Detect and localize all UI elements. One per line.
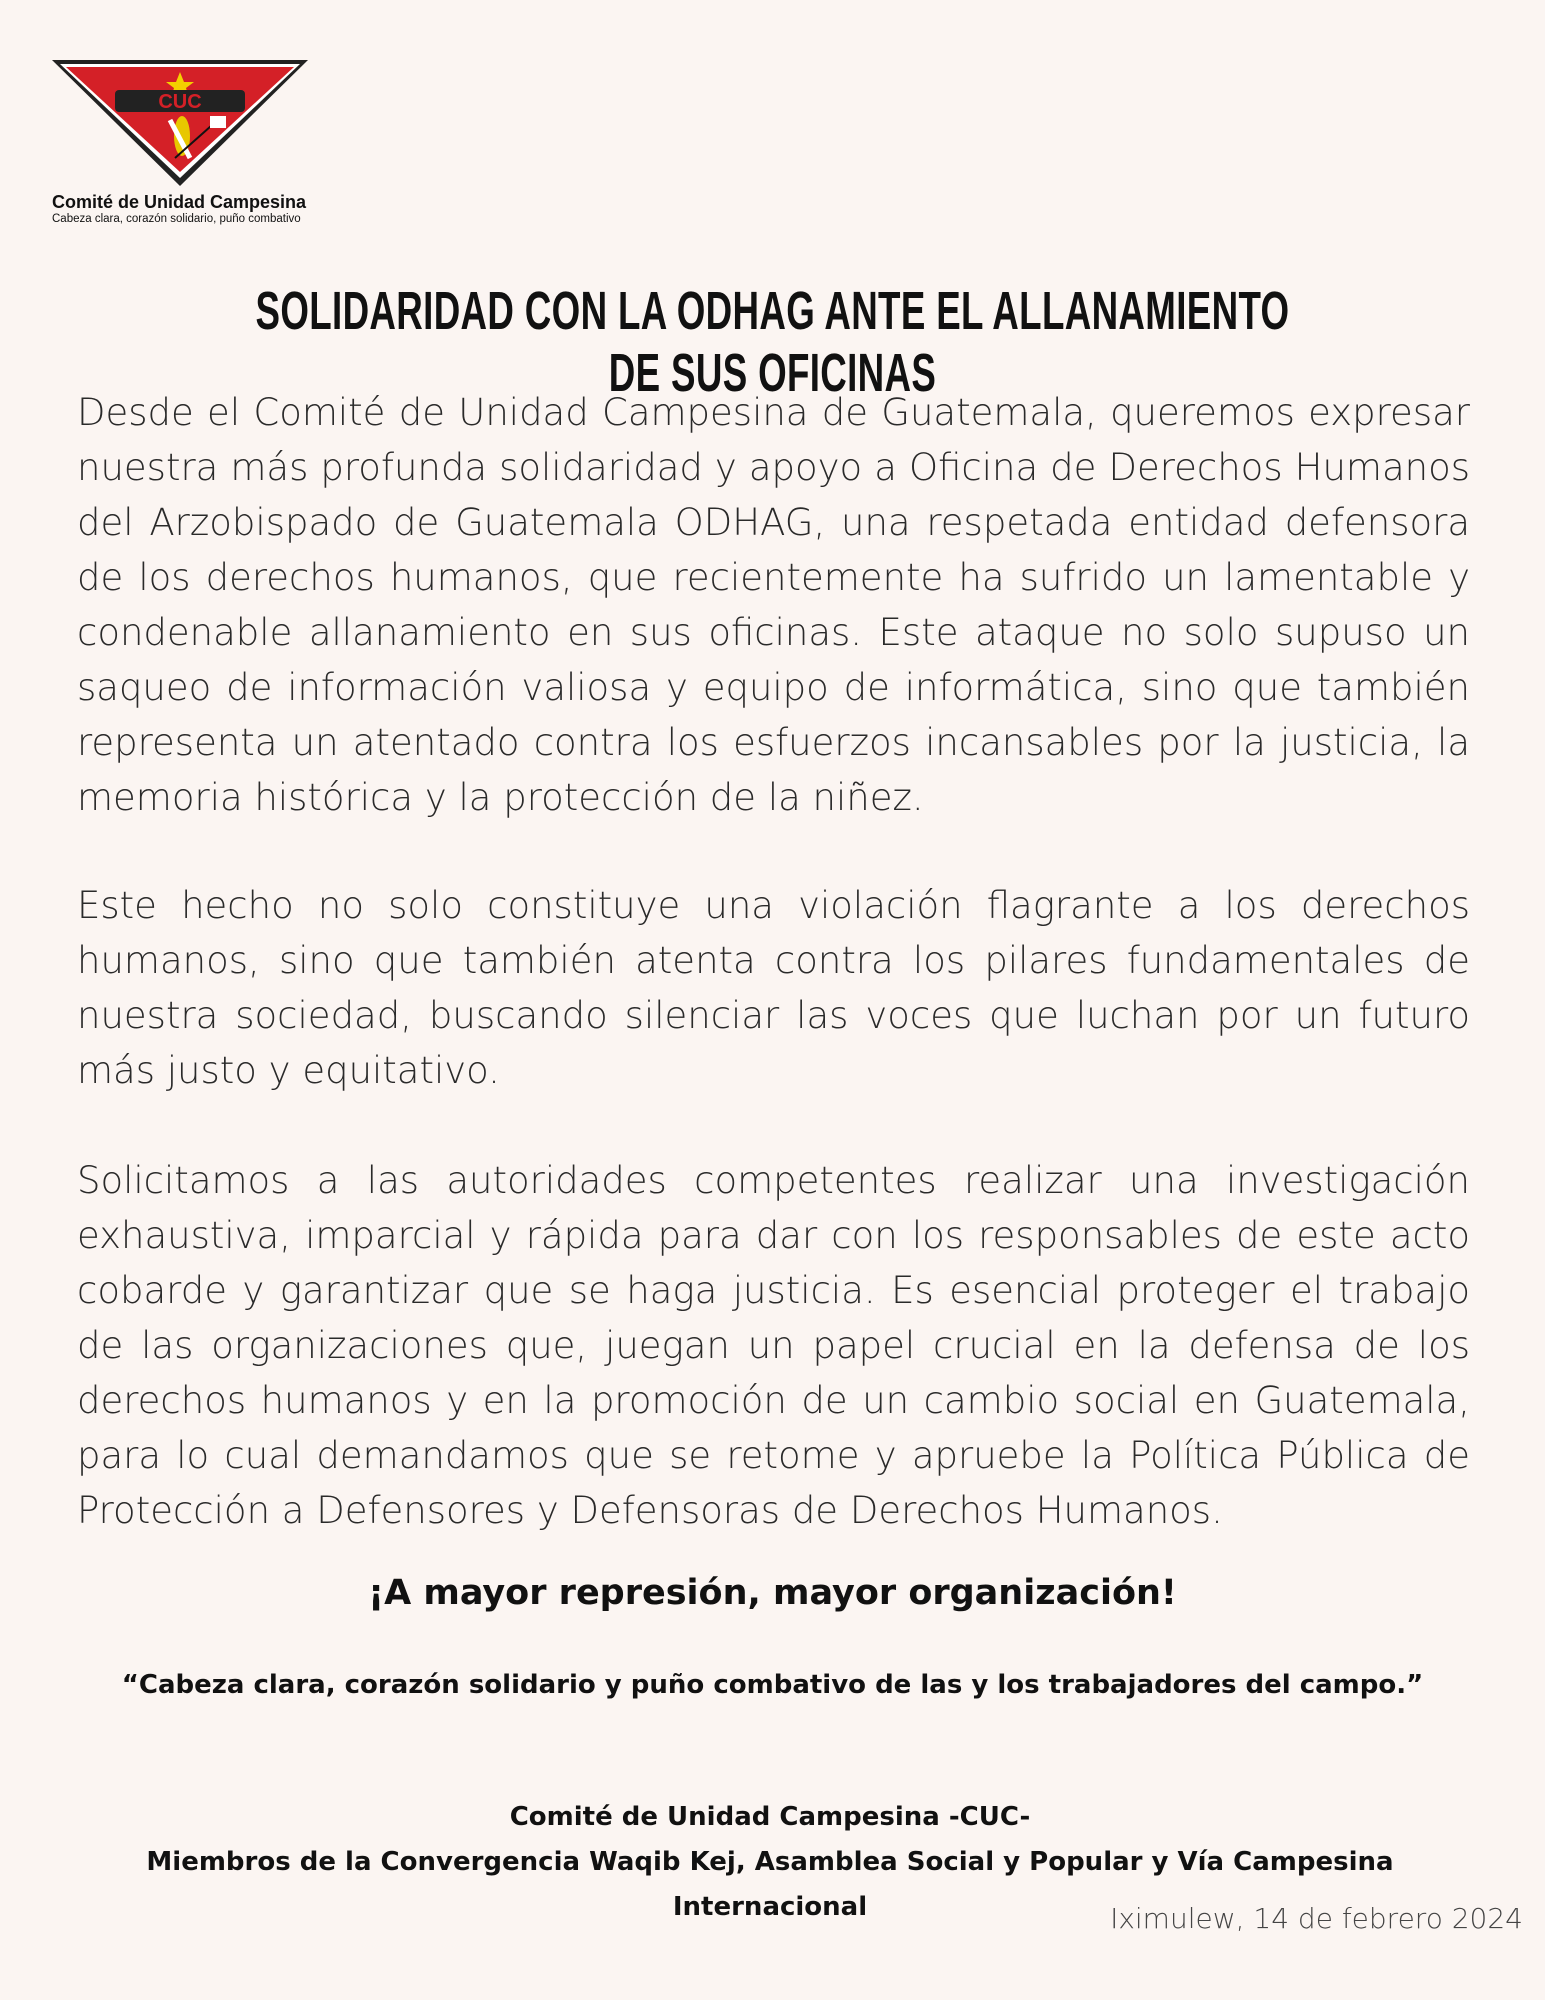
quote: “Cabeza clara, corazón solidario y puño combativo de las y los trabajadores del campo.” [121,1670,1424,1700]
svg-text:CUC: CUC [158,91,202,113]
signature-members: Miembros de la Convergencia Waqib Kej, Asamblea Social y Popular y Vía Campesina Internacional [146,1847,1394,1922]
cuc-emblem-icon [50,58,310,188]
logo-motto: Cabeza clara, corazón solidario, puño combativo [52,213,301,225]
page-title: SOLIDARIDAD CON LA ODHAG ANTE EL ALLANAMIENTO DE SUS OFICINAS [255,281,1290,403]
logo-name: Comité de Unidad Campesina [52,192,307,212]
cuc-logo [50,58,320,225]
slogan: ¡A mayor represión, mayor organización! [368,1573,1177,1613]
date-place: Iximulew, 14 de febrero 2024 [1110,1902,1523,1935]
body-paragraph-2: Este hecho no solo constituye una violación flagrante a los derechos humanos, sino que también atenta contra los pilares fundamentales de nuestra sociedad, buscando silenciar las voces que luchan por un futuro más justo y equitativo. [77,884,1470,1092]
body-paragraph-3: Solicitamos a las autoridades competentes realizar una investigación exhaustiva, imparcial y rápida para dar con los responsables de este acto cobarde y garantizar que se haga justicia. Es esencial proteger el trabajo de las organizaciones que, juegan un papel crucial en la defensa de los derechos humanos y en la promoción de un cambio social en Guatemala, para lo cual demandamos que se retome y apruebe la Política Pública de Protección a Defensores y Defensoras de Derechos Humanos. [77,1159,1470,1532]
body-paragraph-1: Desde el Comité de Unidad Campesina de Guatemala, queremos expresar nuestra más profunda solidaridad y apoyo a Oficina de Derechos Humanos del Arzobispado de Guatemala ODHAG, una respetada entidad defensora de los derechos humanos, que recientemente ha sufrido un lamentable y condenable allanamiento en sus oficinas. Este ataque no solo supuso un saqueo de información valiosa y equipo de informática, sino que también representa un atentado contra los esfuerzos incansables por la justicia, la memoria histórica y la protección de la niñez. [77,391,1470,819]
signature-org: Comité de Unidad Campesina -CUC- [509,1802,1031,1832]
